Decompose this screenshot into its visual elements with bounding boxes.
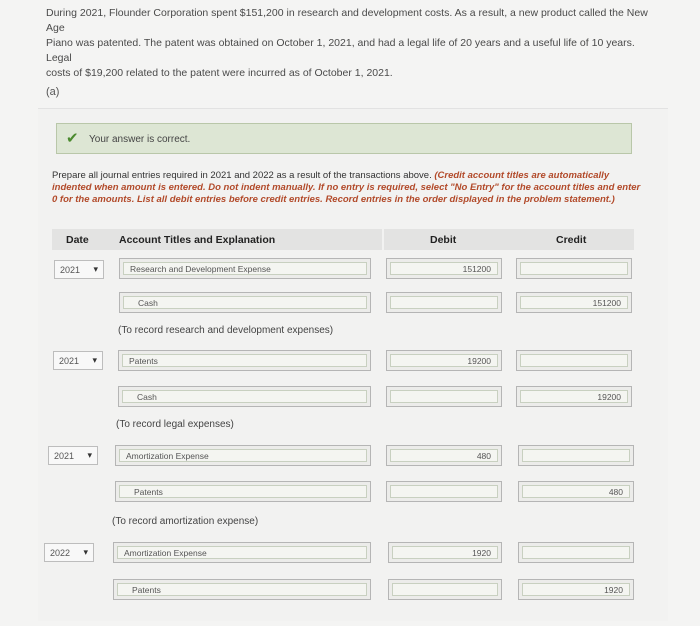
correct-message: Your answer is correct.	[89, 134, 191, 145]
credit-account-input[interactable]	[113, 579, 371, 600]
problem-line-2: Piano was patented. The patent was obtained on October 1, 2021, and had a legal life of 20 years and a useful life of 10 years. Legal	[46, 37, 635, 64]
credit-account-text: Cash	[137, 392, 157, 402]
credit-amount-text: 480	[608, 487, 623, 497]
credit-amount-input[interactable]	[516, 292, 632, 313]
credit-amount-input[interactable]	[518, 579, 634, 600]
credit-amount-text: 1920	[604, 585, 623, 595]
credit-amount-text: 151200	[592, 298, 621, 308]
instructions-text: Prepare all journal entries required in 2021 and 2022 as a result of the transactions above.	[52, 170, 432, 181]
debit-amount-input[interactable]	[386, 481, 502, 502]
credit-account-input[interactable]	[118, 386, 371, 407]
debit-account-input[interactable]	[115, 445, 371, 466]
header-date: Date	[66, 234, 89, 246]
input-inner	[522, 449, 630, 462]
header-account: Account Titles and Explanation	[119, 234, 276, 246]
instructions	[52, 170, 642, 206]
table-header-left	[52, 229, 382, 250]
problem-line-3: costs of $19,200 related to the patent were incurred as of October 1, 2021.	[46, 67, 393, 79]
debit-account-text: Patents	[129, 356, 158, 366]
credit-account-text: Cash	[138, 298, 158, 308]
entry-memo: (To record legal expenses)	[116, 419, 234, 430]
chevron-down-icon: ▾	[87, 450, 92, 460]
credit-account-input[interactable]	[119, 292, 371, 313]
debit-account-input[interactable]	[118, 350, 371, 371]
problem-statement	[46, 6, 656, 81]
credit-amount-text: 19200	[597, 392, 621, 402]
entry-memo: (To record amortization expense)	[112, 516, 259, 527]
debit-amount-text: 1920	[472, 548, 491, 558]
instructions-note: (Credit account titles are automatically indented when amount is entered. Do not indent manually. If no entry is required, select "No Entry" for the account titles and enter 0 for the amounts. List all debit entries before credit entries. Record entries in the order displayed in the problem statement.)	[52, 170, 641, 205]
date-select[interactable]	[53, 351, 103, 370]
credit-amount-input[interactable]	[518, 481, 634, 502]
credit-amount-input[interactable]	[516, 350, 632, 371]
debit-amount-input[interactable]	[386, 386, 502, 407]
credit-account-input[interactable]	[115, 481, 371, 502]
chevron-down-icon: ▾	[92, 355, 97, 365]
header-debit: Debit	[430, 234, 457, 246]
debit-amount-input[interactable]	[386, 350, 502, 371]
date-value: 2021	[54, 451, 75, 461]
date-select[interactable]	[48, 446, 98, 465]
credit-account-text: Patents	[134, 487, 163, 497]
credit-amount-input[interactable]	[516, 386, 632, 407]
date-value: 2022	[50, 548, 71, 558]
input-inner	[390, 296, 498, 309]
header-credit: Credit	[556, 234, 587, 246]
input-inner	[520, 354, 628, 367]
credit-amount-input[interactable]	[516, 258, 632, 279]
table-header-right	[384, 229, 634, 250]
chevron-down-icon: ▾	[93, 264, 98, 274]
date-value: 2021	[59, 356, 80, 366]
date-select[interactable]	[44, 543, 94, 562]
debit-account-text: Amortization Expense	[126, 451, 209, 461]
input-inner	[522, 546, 630, 559]
checkmark-icon: ✔	[66, 130, 79, 147]
date-value: 2021	[60, 265, 81, 275]
input-inner	[520, 262, 628, 275]
debit-amount-input[interactable]	[386, 445, 502, 466]
debit-account-text: Amortization Expense	[124, 548, 207, 558]
input-inner	[122, 390, 367, 403]
input-inner	[390, 485, 498, 498]
debit-amount-text: 151200	[462, 264, 491, 274]
date-select[interactable]	[54, 260, 104, 279]
input-inner	[123, 296, 367, 309]
credit-amount-input[interactable]	[518, 542, 634, 563]
debit-account-input[interactable]	[119, 258, 371, 279]
debit-account-text: Research and Development Expense	[130, 264, 271, 274]
part-label: (a)	[46, 86, 60, 98]
input-inner	[392, 583, 498, 596]
chevron-down-icon: ▾	[83, 547, 88, 557]
credit-amount-input[interactable]	[518, 445, 634, 466]
input-inner	[122, 354, 367, 367]
debit-amount-input[interactable]	[388, 542, 502, 563]
debit-account-input[interactable]	[113, 542, 371, 563]
credit-account-text: Patents	[132, 585, 161, 595]
debit-amount-input[interactable]	[386, 258, 502, 279]
debit-amount-text: 19200	[467, 356, 491, 366]
debit-amount-input[interactable]	[386, 292, 502, 313]
debit-amount-input[interactable]	[388, 579, 502, 600]
problem-line-1: During 2021, Flounder Corporation spent $151,200 in research and development costs. As a result, a new product called the New Age	[46, 7, 648, 34]
debit-amount-text: 480	[476, 451, 491, 461]
entry-memo: (To record research and development expenses)	[118, 325, 334, 336]
input-inner	[390, 390, 498, 403]
